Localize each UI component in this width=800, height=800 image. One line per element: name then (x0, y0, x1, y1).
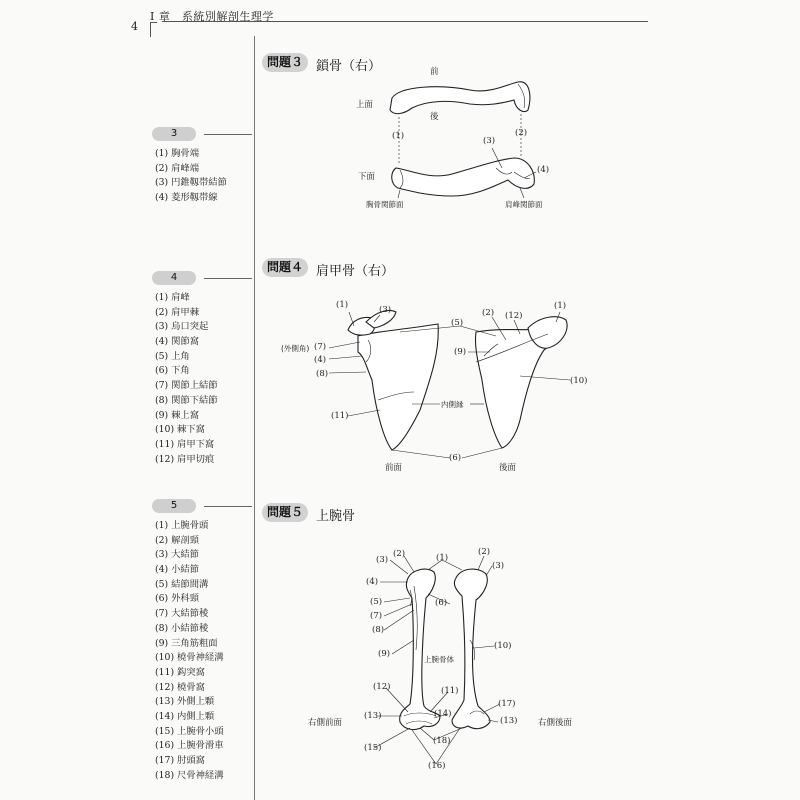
question-title-scapula: 肩甲骨（右） (316, 264, 395, 279)
list-item: (11) 肩甲下窩 (155, 438, 215, 450)
humerus-label-9: (9) (378, 649, 391, 659)
scapula-label-12: (12) (505, 311, 523, 321)
list-item: (1) 上腕骨頭 (155, 520, 209, 531)
list-item: (12) 肩甲切痕 (155, 453, 215, 465)
scapula-label-2: (2) (482, 308, 495, 318)
scapula-medial-border-label: 内側縁 (441, 400, 464, 409)
list-item: (5) 上角 (155, 350, 190, 362)
scapula-label-1-left: (1) (336, 300, 349, 310)
humerus-label-6: (6) (435, 598, 448, 608)
humerus-right-back-label: 右側後面 (538, 718, 573, 728)
humerus-label-15: (15) (364, 743, 382, 753)
clavicle-lower-label: 下面 (358, 172, 376, 182)
list-item: (4) 関節窩 (155, 336, 200, 348)
scapula-label-3: (3) (379, 305, 392, 315)
list-item: (17) 肘頭窩 (155, 755, 205, 766)
clavicle-upper-drawing (390, 82, 530, 114)
page-number: 4 (131, 20, 138, 33)
clavicle-label-4: (4) (537, 165, 550, 175)
scapula-front-label: 前面 (385, 463, 403, 473)
scapula-label-4: (4) (314, 355, 327, 365)
list-item: (9) 棘上窩 (155, 409, 200, 421)
list-item: (10) 橈骨神経溝 (155, 652, 224, 664)
humerus-body-label: 上腕骨体 (424, 655, 454, 664)
humerus-label-3b: (3) (492, 561, 505, 571)
list-item: (11) 鈎突窩 (155, 666, 205, 678)
clavicle-sternal-face-label: 胸骨関節面 (366, 200, 404, 209)
list-item: (16) 上腕骨滑車 (155, 740, 224, 752)
clavicle-upper-label: 上面 (356, 100, 374, 110)
list-item: (3) 円錐靱帯結節 (155, 177, 227, 189)
humerus-label-18: (18) (433, 736, 451, 746)
humerus-label-1: (1) (436, 553, 449, 563)
humerus-anterior-drawing (400, 569, 440, 729)
list-item: (13) 外側上顆 (155, 696, 215, 708)
list-item: (2) 肩峰端 (155, 162, 200, 174)
clavicle-lower-drawing (392, 158, 535, 196)
humerus-label-11: (11) (441, 686, 459, 696)
humerus-label-13: (13) (364, 711, 382, 721)
clavicle-label-2: (2) (515, 128, 528, 138)
humerus-label-12: (12) (373, 682, 391, 692)
list-item: (6) 下角 (155, 365, 190, 377)
list-item: (5) 結節間溝 (155, 578, 209, 590)
humerus-label-4: (4) (366, 577, 379, 587)
list-item: (15) 上腕骨小頭 (155, 725, 224, 737)
scapula-label-9: (9) (454, 347, 467, 357)
scapula-posterior-drawing (475, 317, 567, 448)
humerus-label-2: (2) (393, 549, 406, 559)
list-item: (18) 尺骨神経溝 (155, 769, 224, 781)
scapula-label-1-right: (1) (554, 301, 567, 311)
list-item: (1) 肩峰 (155, 292, 190, 303)
humerus-posterior-drawing (452, 569, 490, 729)
scapula-label-11: (11) (331, 411, 349, 421)
humerus-label-2b: (2) (478, 547, 491, 557)
humerus-right-front-label: 右側前面 (308, 718, 343, 728)
question-badge-4: 問題４ (262, 258, 308, 277)
answer-number-badge: 5 (152, 499, 196, 513)
clavicle-acromial-face-label: 肩峰関節面 (505, 200, 543, 209)
humerus-label-5: (5) (370, 597, 383, 607)
list-item: (3) 烏口突起 (155, 321, 209, 333)
humerus-label-7: (7) (370, 611, 383, 621)
clavicle-front-label: 前 (430, 67, 439, 77)
humerus-label-10: (10) (494, 641, 512, 651)
list-item: (2) 肩甲棘 (155, 306, 200, 318)
list-item: (2) 解剖頸 (155, 534, 200, 546)
list-item: (14) 内側上顆 (155, 710, 215, 722)
humerus-label-13b: (13) (500, 716, 518, 726)
question-badge-5: 問題５ (262, 503, 308, 522)
scapula-label-7: (7) (314, 342, 327, 352)
humerus-label-14: (14) (434, 709, 452, 719)
list-item: (6) 外科頸 (155, 593, 200, 605)
list-item: (7) 大結節稜 (155, 608, 209, 620)
list-item: (8) 関節下結節 (155, 394, 218, 406)
list-item: (4) 小結節 (155, 564, 200, 576)
humerus-label-16: (16) (428, 761, 446, 771)
question-badge-3: 問題３ (262, 53, 308, 72)
scapula-label-8: (8) (316, 369, 329, 379)
list-item: (4) 菱形靱帯線 (155, 192, 218, 204)
clavicle-label-1: (1) (392, 131, 405, 141)
clavicle-label-3: (3) (483, 136, 496, 146)
list-item: (3) 大結節 (155, 549, 200, 561)
scapula-back-label: 後面 (499, 463, 517, 473)
answer-number-badge: 3 (152, 127, 196, 141)
humerus-label-8: (8) (372, 625, 385, 635)
list-item: (8) 小結節稜 (155, 622, 209, 634)
question-title-clavicle: 鎖骨（右） (316, 59, 382, 74)
list-item: (12) 橈骨窩 (155, 681, 205, 693)
scapula-label-5: (5) (451, 318, 464, 328)
scapula-lateral-angle-label: (外側角) (281, 344, 310, 353)
list-item: (7) 関節上結節 (155, 380, 218, 392)
scapula-anterior-drawing (348, 310, 438, 450)
humerus-label-3: (3) (376, 555, 389, 565)
clavicle-back-label: 後 (430, 112, 439, 122)
answer-number-badge: 4 (152, 271, 196, 285)
chapter-title: I 章 系統別解剖生理学 (150, 10, 274, 23)
humerus-label-17: (17) (498, 699, 516, 709)
question-title-humerus: 上腕骨 (316, 509, 356, 524)
list-item: (9) 三角筋粗面 (155, 637, 218, 649)
scapula-label-10: (10) (570, 376, 588, 386)
list-item: (10) 棘下窩 (155, 424, 205, 436)
list-item: (1) 胸骨端 (155, 148, 200, 159)
scapula-label-6: (6) (449, 453, 462, 463)
